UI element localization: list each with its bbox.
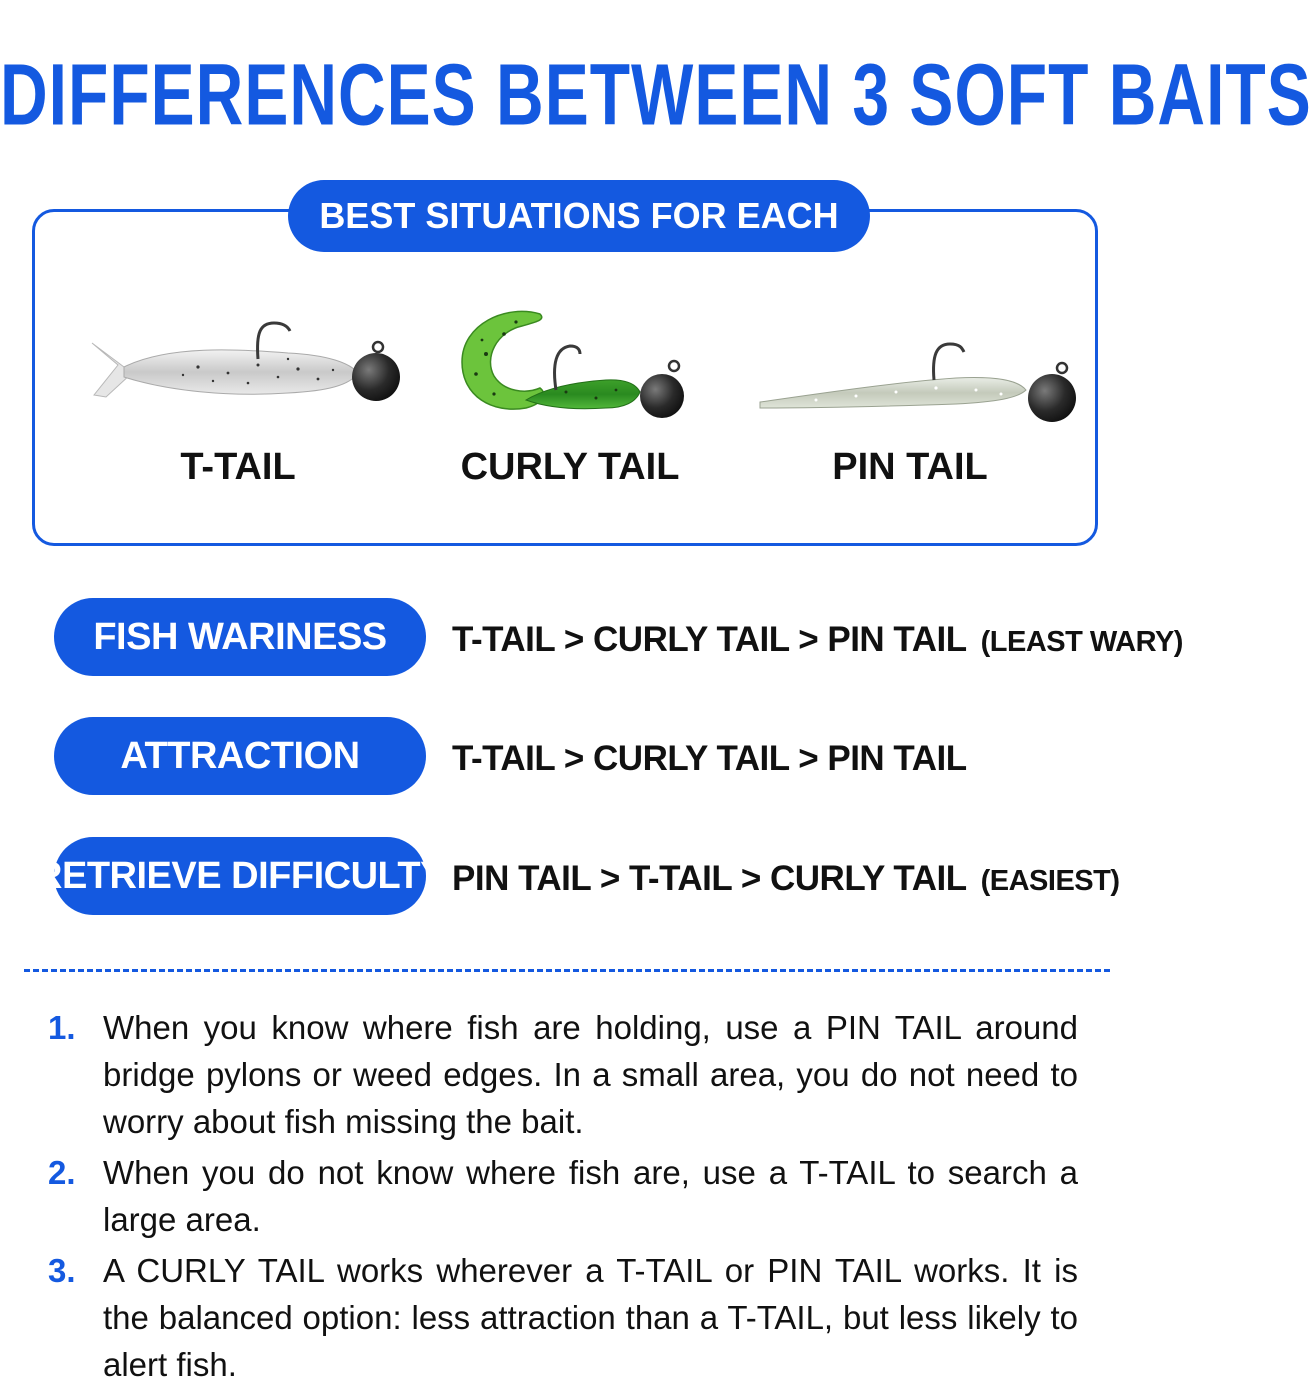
curly-tail-jig-icon — [456, 304, 696, 424]
t-tail-jig-icon — [88, 315, 404, 415]
fish-wariness-ranking-text: T-TAIL > CURLY TAIL > PIN TAIL — [452, 620, 967, 659]
bait-label-pin-tail: PIN TAIL — [832, 446, 988, 488]
attraction-ranking — [452, 739, 967, 779]
note-number: 1. — [48, 1009, 76, 1046]
note-number: 2. — [48, 1154, 76, 1191]
notes-list — [48, 1004, 1078, 1392]
retrieve-difficulty-ranking — [452, 859, 1120, 899]
list-item — [48, 1149, 1078, 1243]
list-item — [48, 1247, 1078, 1388]
pin-tail-jig-icon — [756, 338, 1086, 424]
bait-label-t-tail: T-TAIL — [180, 446, 296, 488]
retrieve-difficulty-note: (EASIEST) — [980, 865, 1120, 897]
bait-label-curly-tail: CURLY TAIL — [460, 446, 680, 488]
panel-heading: BEST SITUATIONS FOR EACH — [288, 180, 870, 252]
retrieve-difficulty-ranking-text: PIN TAIL > T-TAIL > CURLY TAIL — [452, 859, 967, 898]
note-text: When you do not know where fish are, use a T-TAIL to search a large area. — [103, 1154, 1078, 1238]
page-title: DIFFERENCES BETWEEN 3 SOFT BAITS — [0, 45, 1312, 143]
attraction-ranking-text: T-TAIL > CURLY TAIL > PIN TAIL — [452, 739, 967, 778]
fish-wariness-label: FISH WARINESS — [54, 598, 426, 676]
note-text: A CURLY TAIL works wherever a T-TAIL or PIN TAIL works. It is the balanced option: less attraction than a T-TAIL, but less likely to alert fish. — [103, 1252, 1078, 1383]
fish-wariness-ranking — [452, 620, 1183, 660]
list-item — [48, 1004, 1078, 1145]
retrieve-difficulty-label: RETRIEVE DIFFICULTY — [54, 837, 426, 915]
note-number: 3. — [48, 1252, 76, 1289]
dashed-divider — [24, 969, 1110, 972]
fish-wariness-note: (LEAST WARY) — [980, 626, 1183, 658]
note-text: When you know where fish are holding, use a PIN TAIL around bridge pylons or weed edges. In a small area, you do not need to worry about fish missing the bait. — [103, 1009, 1078, 1140]
attraction-label: ATTRACTION — [54, 717, 426, 795]
